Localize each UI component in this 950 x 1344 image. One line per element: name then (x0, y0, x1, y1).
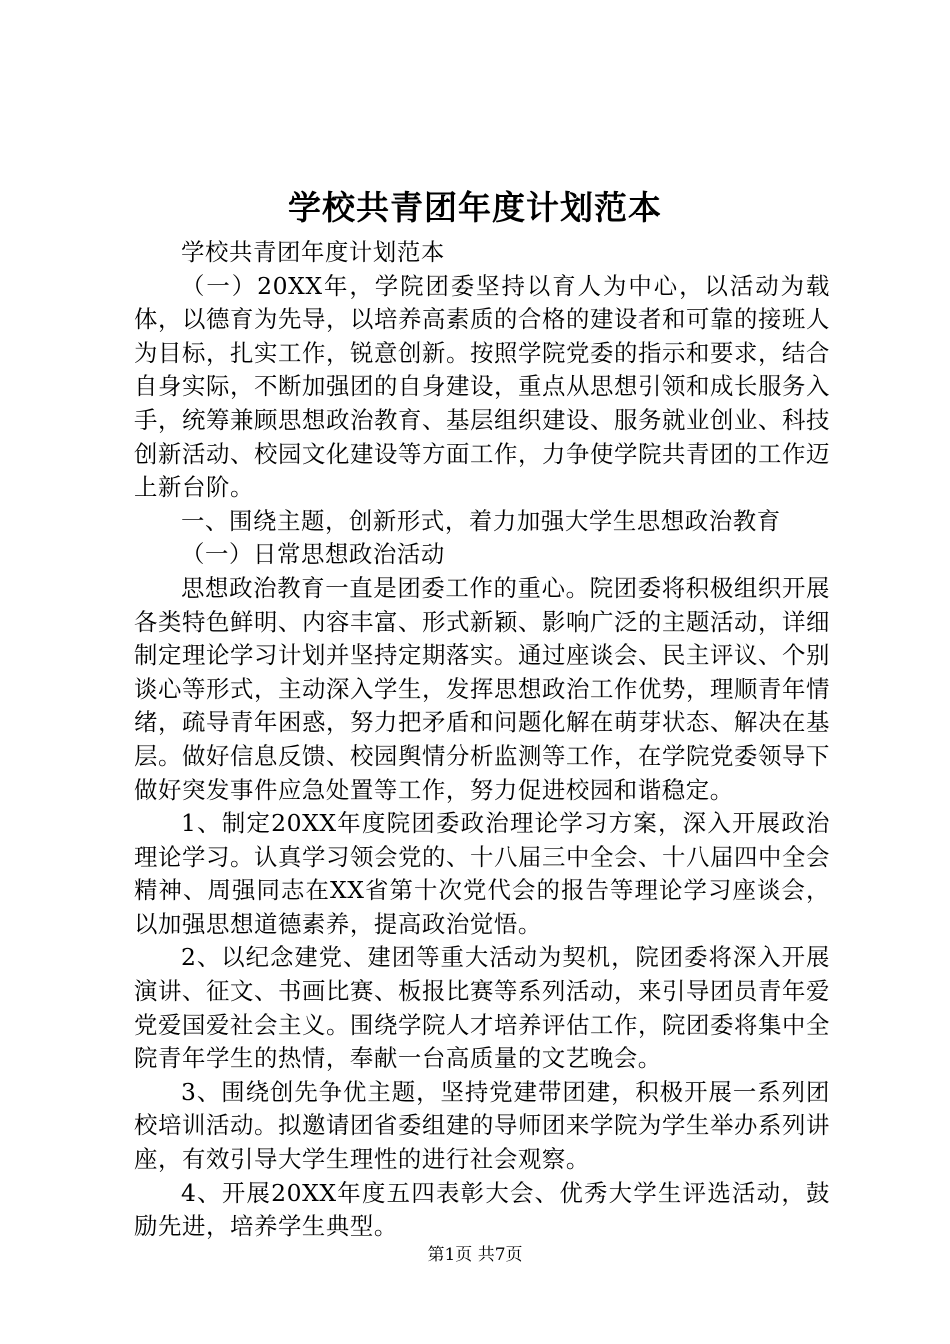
list-item-3: 3、围绕创先争优主题，坚持党建带团建，积极开展一系列团校培训活动。拟邀请团省委组建的导师团来学院为学生举办系列讲座，有效引导大学生理性的进行社会观察。 (134, 1077, 830, 1174)
paragraph-subtitle: 学校共青团年度计划范本 (181, 238, 445, 266)
paragraph-ideology-education: 思想政治教育一直是团委工作的重心。院团委将积极组织开展各类特色鲜明、内容丰富、形式新颖、影响广泛的主题活动，详细制定理论学习计划并坚持定期落实。通过座谈会、民主评议、个别谈心等形式，主动深入学生，发挥思想政治工作优势，理顺青年情绪，疏导青年困惑，努力把矛盾和问题化解在萌芽状态、解决在基层。做好信息反馈、校园舆情分析监测等工作，在学院党委领导下做好突发事件应急处置等工作，努力促进校园和谐稳定。 (134, 573, 830, 804)
list-item-1: 1、制定20XX年度院团委政治理论学习方案，深入开展政治理论学习。认真学习领会党的、十八届三中全会、十八届四中全会精神、周强同志在XX省第十次党代会的报告等理论学习座谈会，以加强思想道德素养，提高政治觉悟。 (134, 809, 830, 938)
page-footer: 第1页 共7页 (427, 1245, 523, 1265)
subsection-heading: （一）日常思想政治活动 (181, 540, 445, 569)
list-item-4: 4、开展20XX年度五四表彰大会、优秀大学生评选活动，鼓励先进，培养学生典型。 (134, 1178, 830, 1241)
document-title: 学校共青团年度计划范本 (288, 188, 662, 227)
paragraph-intro: （一）20XX年，学院团委坚持以育人为中心，以活动为载体，以德育为先导，以培养高素质的合格的建设者和可靠的接班人为目标，扎实工作，锐意创新。按照学院党委的指示和要求，结合自身实际，不断加强团的自身建设，重点从思想引领和成长服务入手，统筹兼顾思想政治教育、基层组织建设、服务就业创业、科技创新活动、校园文化建设等方面工作，力争使学院共青团的工作迈上新台阶。 (134, 271, 830, 502)
document-body (134, 236, 830, 1244)
section-heading: 一、围绕主题，创新形式，着力加强大学生思想政治教育 (181, 506, 781, 535)
list-item-2: 2、以纪念建党、建团等重大活动为契机，院团委将深入开展演讲、征文、书画比赛、板报比赛等系列活动，来引导团员青年爱党爱国爱社会主义。围绕学院人才培养评估工作，院团委将集中全院青年学生的热情，奉献一台高质量的文艺晚会。 (134, 943, 830, 1073)
